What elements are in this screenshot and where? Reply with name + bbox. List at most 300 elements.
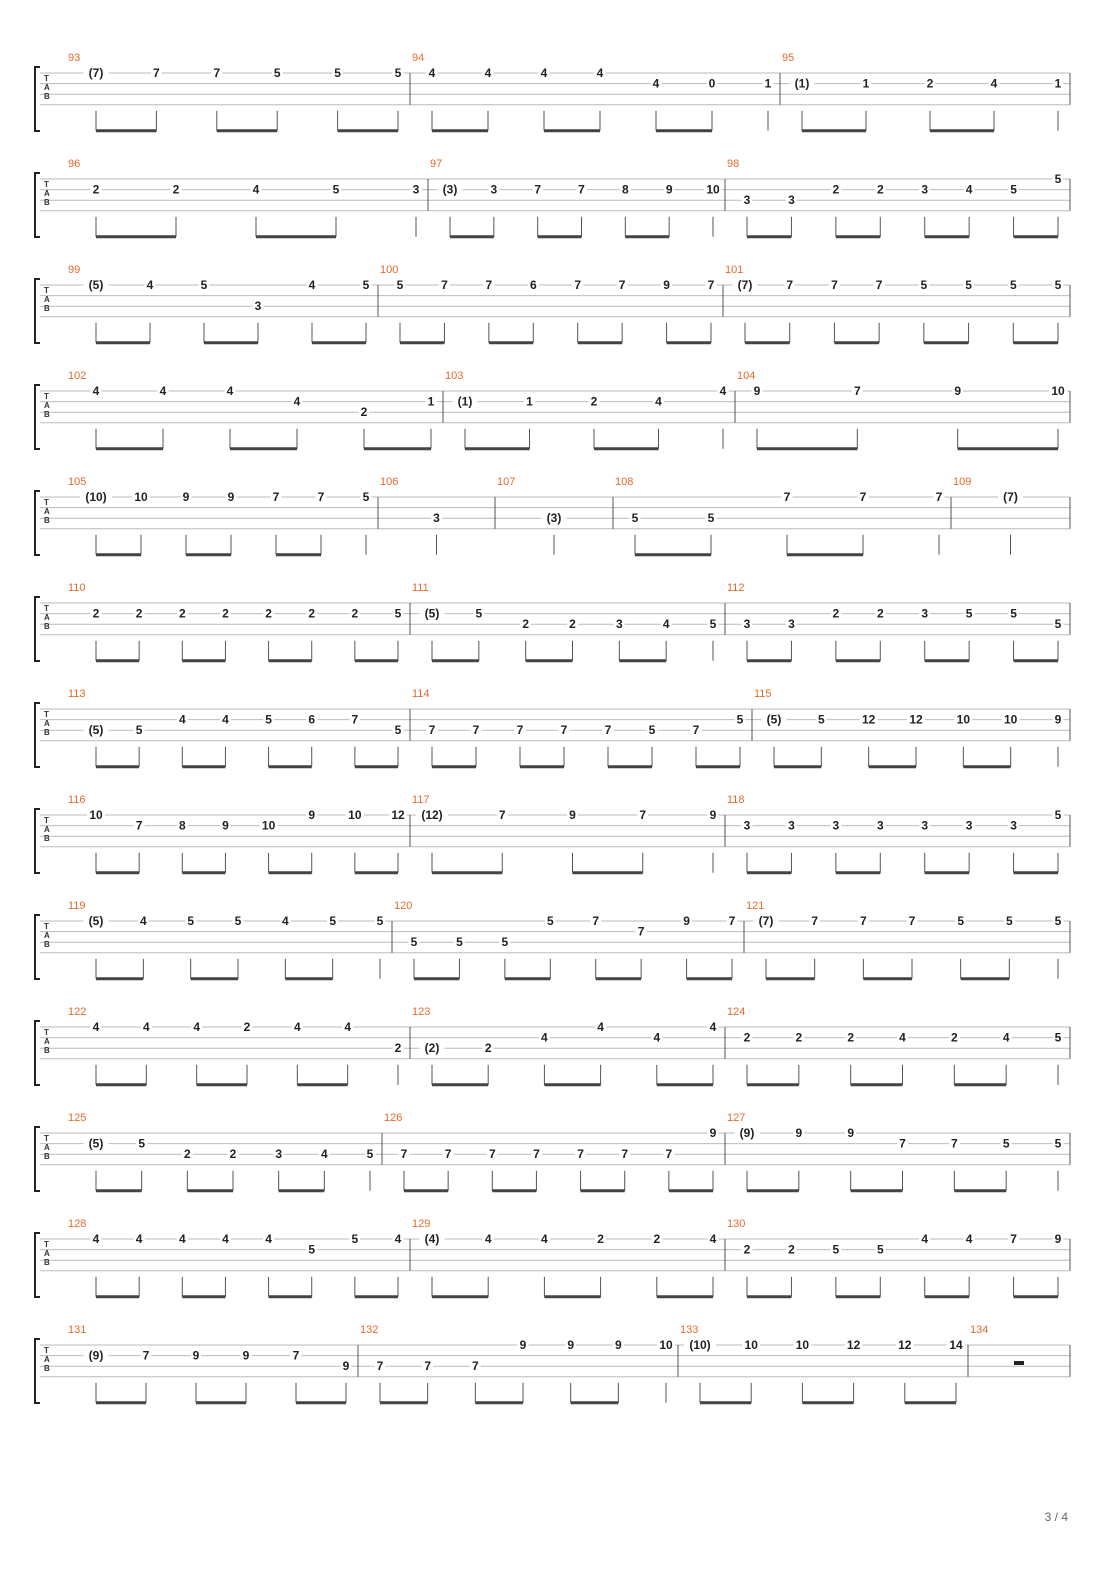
- fret-number: 7: [811, 914, 819, 928]
- fret-number: 7: [424, 1359, 432, 1374]
- fret-number: 7: [831, 278, 838, 292]
- fret-number: 4: [92, 384, 100, 398]
- fret-number: 4: [193, 1020, 201, 1034]
- fret-number: 9: [709, 1126, 717, 1140]
- fret-number: 10: [89, 808, 103, 822]
- measure-number: 121: [746, 900, 765, 912]
- fret-number: 5: [832, 1242, 840, 1257]
- fret-number: 10: [795, 1338, 810, 1352]
- measure-number: 124: [727, 1006, 746, 1018]
- fret-number: 2: [92, 182, 100, 197]
- measure-number: 125: [68, 1112, 87, 1124]
- measure-number: 122: [68, 1006, 87, 1018]
- fret-number: 5: [957, 914, 965, 928]
- fret-number: 3: [921, 182, 929, 197]
- fret-number: 1: [526, 394, 533, 409]
- measure-number: 102: [68, 370, 87, 382]
- fret-number: 12: [861, 712, 876, 727]
- fret-number: 4: [142, 1020, 150, 1034]
- measure-number: 94: [412, 52, 425, 64]
- fret-number: 10: [659, 1338, 673, 1352]
- tab-clef-letter: T: [44, 1346, 49, 1355]
- fret-number: 4: [146, 278, 154, 292]
- fret-number: (7): [1003, 490, 1018, 504]
- tab-clef-letter: B: [44, 834, 50, 843]
- fret-number: 3: [921, 606, 929, 621]
- measure-number: 133: [680, 1324, 699, 1336]
- fret-number: 14: [949, 1338, 963, 1352]
- fret-number: 4: [222, 712, 229, 727]
- fret-number: 5: [394, 723, 402, 738]
- tab-clef-letter: T: [44, 498, 49, 507]
- fret-number: 5: [817, 712, 825, 727]
- fret-number: 5: [332, 182, 340, 197]
- fret-number: 3: [254, 299, 262, 314]
- fret-number: 7: [471, 1359, 479, 1374]
- system-bracket: [35, 491, 40, 555]
- fret-number: 4: [265, 1232, 272, 1246]
- fret-number: 7: [135, 818, 143, 833]
- fret-number: 7: [875, 278, 883, 292]
- fret-number: 7: [618, 278, 626, 292]
- fret-number: 5: [475, 606, 483, 621]
- system-bracket: [35, 915, 40, 979]
- fret-number: 9: [847, 1126, 855, 1140]
- fret-number: 2: [876, 606, 884, 621]
- fret-number: 9: [342, 1359, 350, 1374]
- measure-number: 114: [412, 688, 430, 700]
- fret-number: 5: [1054, 808, 1062, 822]
- fret-number: 5: [648, 723, 656, 738]
- fret-number: 9: [519, 1338, 527, 1352]
- fret-number: 9: [569, 808, 576, 822]
- measure-number: 115: [754, 688, 772, 700]
- fret-number: (5): [88, 278, 104, 292]
- fret-number: 4: [596, 66, 604, 80]
- tab-clef-letter: A: [44, 719, 50, 728]
- fret-number: 5: [965, 278, 972, 292]
- tab-clef-letter: T: [44, 392, 49, 401]
- fret-number: (5): [424, 606, 440, 621]
- fret-number: 3: [743, 193, 751, 208]
- fret-number: (7): [88, 66, 104, 80]
- fret-number: (5): [88, 914, 104, 928]
- fret-number: 7: [153, 66, 160, 80]
- fret-number: 9: [242, 1348, 250, 1363]
- measure-number: 118: [727, 794, 745, 806]
- fret-number: 4: [655, 394, 662, 409]
- measure-number: 101: [725, 264, 744, 276]
- fret-number: 2: [569, 617, 576, 632]
- fret-number: (9): [739, 1126, 755, 1140]
- fret-number: 7: [707, 278, 715, 292]
- fret-number: 7: [272, 490, 280, 504]
- fret-number: 9: [709, 808, 717, 822]
- fret-number: 4: [541, 1232, 548, 1246]
- tab-clef-letter: A: [44, 401, 50, 410]
- fret-number: 4: [484, 1232, 492, 1246]
- fret-number: 7: [783, 490, 791, 504]
- fret-number: 2: [597, 1232, 604, 1246]
- fret-number: 2: [351, 606, 359, 621]
- fret-number: 7: [728, 914, 736, 928]
- fret-number: 5: [265, 712, 272, 727]
- system-bracket: [35, 1233, 40, 1297]
- fret-number: 3: [788, 617, 795, 632]
- fret-number: 4: [252, 182, 260, 197]
- fret-number: 2: [172, 182, 180, 197]
- fret-number: 3: [788, 193, 795, 208]
- fret-number: 5: [308, 1242, 316, 1257]
- fret-number: (7): [737, 278, 753, 292]
- fret-number: 4: [899, 1030, 906, 1045]
- measure-number: 126: [384, 1112, 403, 1124]
- measure-number: 106: [380, 476, 399, 488]
- fret-number: 10: [956, 712, 971, 727]
- measure-number: 103: [445, 370, 464, 382]
- fret-number: 7: [908, 914, 916, 928]
- fret-number: 10: [1051, 384, 1065, 398]
- fret-number: 2: [795, 1030, 803, 1045]
- fret-number: 7: [516, 723, 524, 738]
- fret-number: 5: [362, 490, 370, 504]
- fret-number: (3): [442, 182, 458, 197]
- fret-number: 10: [134, 490, 148, 504]
- tab-clef-letter: B: [44, 1046, 50, 1055]
- fret-number: 5: [736, 712, 744, 727]
- fret-number: 4: [965, 182, 973, 197]
- measure-number: 132: [360, 1324, 379, 1336]
- fret-number: 9: [1054, 712, 1062, 727]
- fret-number: 2: [788, 1242, 795, 1257]
- measure-number: 130: [727, 1218, 746, 1230]
- fret-number: 12: [909, 712, 923, 727]
- fret-number: 7: [859, 490, 867, 504]
- fret-number: 7: [376, 1359, 384, 1374]
- fret-number: 4: [293, 394, 301, 409]
- tab-clef-letter: A: [44, 295, 50, 304]
- tab-clef-letter: T: [44, 74, 49, 83]
- tab-clef-letter: A: [44, 931, 50, 940]
- system-bracket: [35, 597, 40, 661]
- fret-number: 3: [490, 182, 498, 197]
- fret-number: 5: [329, 914, 337, 928]
- fret-number: (10): [689, 1338, 711, 1352]
- system-bracket: [35, 173, 40, 237]
- fret-number: (5): [88, 723, 104, 738]
- fret-number: 4: [719, 384, 727, 398]
- fret-number: 5: [410, 935, 418, 950]
- fret-number: 7: [213, 66, 221, 80]
- fret-number: 10: [348, 808, 362, 822]
- fret-number: (9): [88, 1348, 104, 1363]
- fret-number: 7: [621, 1147, 629, 1162]
- fret-number: 4: [308, 278, 316, 292]
- tab-clef-letter: A: [44, 507, 50, 516]
- measure-number: 128: [68, 1218, 87, 1230]
- fret-number: 7: [351, 712, 359, 727]
- fret-number: 12: [846, 1338, 861, 1352]
- fret-number: (4): [424, 1232, 440, 1246]
- measure-number: 134: [970, 1324, 989, 1336]
- fret-number: 1: [1054, 76, 1062, 91]
- tab-clef-letter: B: [44, 198, 50, 207]
- fret-number: 4: [965, 1232, 973, 1246]
- fret-number: 2: [222, 606, 229, 621]
- measure-number: 127: [727, 1112, 746, 1124]
- system-bracket: [35, 279, 40, 343]
- fret-number: 5: [394, 66, 402, 80]
- tab-clef-letter: A: [44, 83, 50, 92]
- fret-number: 9: [308, 808, 316, 822]
- fret-number: 4: [540, 66, 548, 80]
- tab-clef-letter: T: [44, 180, 49, 189]
- fret-number: (2): [424, 1041, 440, 1056]
- fret-number: 5: [366, 1147, 374, 1162]
- measure-number: 93: [68, 52, 81, 64]
- fret-number: 5: [1054, 278, 1062, 292]
- fret-number: 2: [743, 1242, 751, 1257]
- fret-number: 7: [472, 723, 480, 738]
- fret-number: 5: [456, 935, 463, 950]
- fret-number: 5: [546, 914, 554, 928]
- fret-number: 2: [360, 405, 368, 420]
- fret-number: 9: [954, 384, 962, 398]
- fret-number: 4: [320, 1147, 328, 1162]
- fret-number: 3: [433, 511, 440, 526]
- fret-number: 7: [400, 1147, 408, 1162]
- tab-clef-letter: A: [44, 1143, 50, 1152]
- fret-number: 3: [743, 617, 751, 632]
- fret-number: 2: [926, 76, 934, 91]
- tab-clef-letter: A: [44, 613, 50, 622]
- fret-number: 2: [92, 606, 100, 621]
- measure-number: 105: [68, 476, 87, 488]
- fret-number: 2: [743, 1030, 751, 1045]
- fret-number: 5: [351, 1232, 359, 1246]
- fret-number: 4: [597, 1020, 604, 1034]
- fret-number: 7: [560, 723, 568, 738]
- measure-number: 112: [727, 582, 745, 594]
- fret-number: 4: [135, 1232, 143, 1246]
- fret-number: 4: [344, 1020, 352, 1034]
- fret-number: 5: [876, 1242, 884, 1257]
- fret-number: 2: [876, 182, 884, 197]
- measure-number: 116: [68, 794, 86, 806]
- fret-number: 2: [832, 606, 840, 621]
- tab-clef-letter: B: [44, 940, 50, 949]
- fret-number: 5: [709, 617, 717, 632]
- fret-number: 4: [1002, 1030, 1010, 1045]
- fret-number: 2: [522, 617, 530, 632]
- fret-number: 12: [391, 808, 405, 822]
- fret-number: 7: [577, 1147, 584, 1162]
- fret-number: 9: [567, 1338, 575, 1352]
- tab-clef-letter: A: [44, 189, 50, 198]
- tab-clef-letter: T: [44, 286, 49, 295]
- tab-clef-letter: B: [44, 1258, 50, 1267]
- fret-number: 4: [178, 1232, 186, 1246]
- fret-number: 4: [178, 712, 186, 727]
- fret-number: 1: [862, 76, 870, 91]
- fret-number: 4: [92, 1232, 100, 1246]
- measure-number: 117: [412, 794, 430, 806]
- tab-clef-letter: T: [44, 1028, 49, 1037]
- fret-number: 4: [484, 66, 492, 80]
- measure-number: 120: [394, 900, 413, 912]
- tab-clef-letter: T: [44, 816, 49, 825]
- fret-number: 5: [707, 511, 715, 526]
- fret-number: 9: [614, 1338, 622, 1352]
- fret-number: 3: [788, 818, 795, 833]
- fret-number: (10): [85, 490, 107, 504]
- fret-number: 5: [1054, 1136, 1062, 1151]
- page-number: 3 / 4: [1044, 1510, 1068, 1524]
- fret-number: 4: [541, 1030, 548, 1045]
- fret-number: 7: [592, 914, 600, 928]
- tab-clef-letter: B: [44, 304, 50, 313]
- fret-number: 12: [898, 1338, 912, 1352]
- fret-number: 9: [182, 490, 190, 504]
- fret-number: 8: [621, 182, 629, 197]
- fret-number: 2: [308, 606, 316, 621]
- fret-number: 3: [1010, 818, 1017, 833]
- fret-number: 0: [708, 76, 716, 91]
- fret-number: 7: [498, 808, 506, 822]
- fret-number: 7: [428, 723, 436, 738]
- fret-number: (12): [421, 808, 443, 822]
- fret-number: 5: [1054, 617, 1062, 632]
- system-bracket: [35, 703, 40, 767]
- fret-number: 6: [308, 712, 316, 727]
- fret-number: (1): [457, 394, 473, 409]
- system-bracket: [35, 1127, 40, 1191]
- fret-number: 3: [275, 1147, 283, 1162]
- tab-clef-letter: T: [44, 710, 49, 719]
- tab-clef-letter: A: [44, 1037, 50, 1046]
- fret-number: 7: [317, 490, 325, 504]
- fret-number: 2: [847, 1030, 855, 1045]
- fret-number: 2: [183, 1147, 191, 1162]
- tab-clef-letter: B: [44, 622, 50, 631]
- fret-number: 4: [394, 1232, 402, 1246]
- system-bracket: [35, 67, 40, 131]
- fret-number: 5: [273, 66, 281, 80]
- fret-number: 7: [578, 182, 585, 197]
- fret-number: 7: [853, 384, 861, 398]
- fret-number: 3: [743, 818, 751, 833]
- fret-number: 7: [935, 490, 943, 504]
- fret-number: 4: [709, 1020, 717, 1034]
- fret-number: 3: [876, 818, 884, 833]
- measure-number: 110: [68, 582, 86, 594]
- fret-number: 1: [427, 394, 435, 409]
- fret-number: 5: [1005, 914, 1013, 928]
- fret-number: 4: [709, 1232, 717, 1246]
- fret-number: 5: [135, 723, 143, 738]
- fret-number: 4: [662, 617, 670, 632]
- fret-number: 9: [795, 1126, 803, 1140]
- fret-number: 1: [764, 76, 772, 91]
- fret-number: 2: [265, 606, 272, 621]
- tab-clef-letter: A: [44, 1355, 50, 1364]
- fret-number: 7: [665, 1147, 673, 1162]
- fret-number: (7): [758, 914, 774, 928]
- fret-number: 9: [683, 914, 690, 928]
- fret-number: 4: [159, 384, 167, 398]
- fret-number: 5: [1009, 278, 1017, 292]
- fret-number: 5: [631, 511, 639, 526]
- measure-number: 109: [953, 476, 972, 488]
- fret-number: (3): [546, 511, 562, 526]
- fret-number: 2: [394, 1041, 402, 1056]
- fret-number: 5: [234, 914, 242, 928]
- fret-number: 5: [1002, 1136, 1010, 1151]
- tab-clef-letter: B: [44, 92, 50, 101]
- fret-number: 5: [200, 278, 208, 292]
- fret-number: (5): [766, 712, 782, 727]
- fret-number: 9: [192, 1348, 200, 1363]
- fret-number: 5: [396, 278, 404, 292]
- measure-number: 119: [68, 900, 86, 912]
- tab-clef-letter: B: [44, 516, 50, 525]
- fret-number: 5: [501, 935, 509, 950]
- tab-clef-letter: B: [44, 1152, 50, 1161]
- fret-number: 4: [428, 66, 436, 80]
- fret-number: 9: [222, 818, 229, 833]
- fret-number: 7: [444, 1147, 452, 1162]
- tab-clef-letter: B: [44, 1364, 50, 1373]
- fret-number: 4: [921, 1232, 929, 1246]
- system-bracket: [35, 385, 40, 449]
- tab-clef-letter: B: [44, 410, 50, 419]
- fret-number: 7: [534, 182, 542, 197]
- fret-number: 7: [488, 1147, 496, 1162]
- measure-number: 107: [497, 476, 516, 488]
- fret-number: 10: [261, 818, 276, 833]
- tab-clef-letter: A: [44, 825, 50, 834]
- fret-number: 4: [293, 1020, 301, 1034]
- fret-number: 10: [1003, 712, 1018, 727]
- measure-number: 95: [782, 52, 795, 64]
- fret-number: 7: [292, 1348, 300, 1363]
- fret-number: 5: [1054, 914, 1062, 928]
- tab-clef-letter: T: [44, 1134, 49, 1143]
- fret-number: 7: [604, 723, 612, 738]
- fret-number: 7: [574, 278, 582, 292]
- fret-number: 4: [990, 76, 998, 91]
- fret-number: 7: [692, 723, 700, 738]
- fret-number: 2: [484, 1041, 492, 1056]
- measure-number: 97: [430, 158, 443, 170]
- fret-number: 7: [1010, 1232, 1017, 1246]
- fret-number: 4: [92, 1020, 100, 1034]
- measure-number: 108: [615, 476, 634, 488]
- fret-number: 5: [965, 606, 973, 621]
- fret-number: 9: [753, 384, 761, 398]
- fret-number: 5: [1054, 172, 1062, 186]
- fret-number: 5: [1054, 1030, 1062, 1045]
- fret-number: 3: [412, 182, 420, 197]
- measure-number: 98: [727, 158, 740, 170]
- fret-number: 6: [529, 278, 537, 292]
- fret-number: 2: [950, 1030, 958, 1045]
- fret-number: 5: [1010, 606, 1017, 621]
- fret-number: 7: [441, 278, 448, 292]
- fret-number: (5): [88, 1136, 104, 1151]
- fret-number: 3: [832, 818, 840, 833]
- tab-clef-letter: T: [44, 922, 49, 931]
